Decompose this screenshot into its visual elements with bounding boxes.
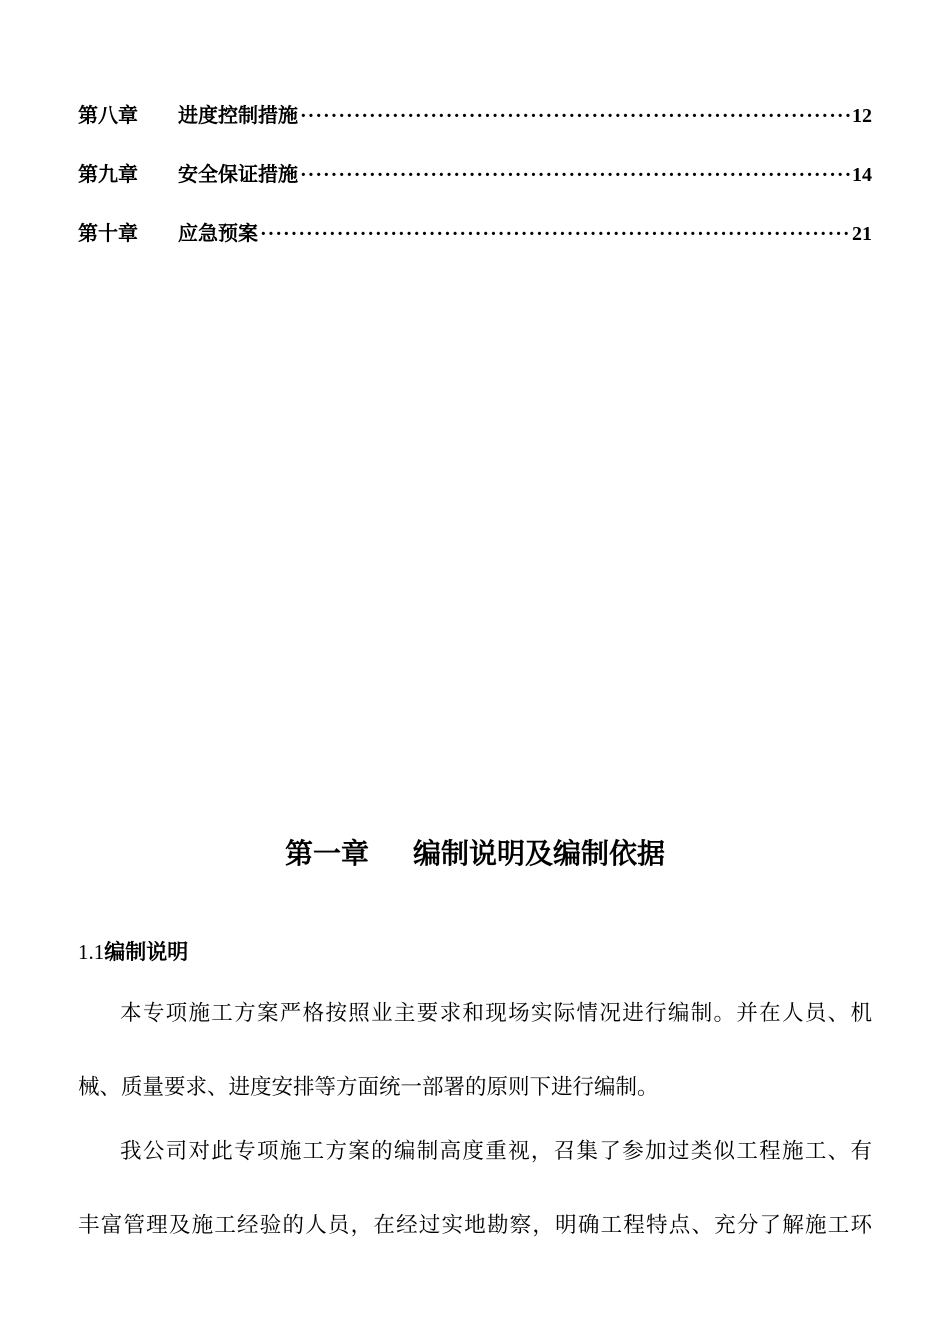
section-heading [78, 936, 188, 968]
toc-chapter-label: 第八章 [78, 103, 138, 127]
toc-entry[interactable] [78, 100, 872, 130]
toc-dot-leader [300, 101, 850, 131]
toc-dot-leader [260, 219, 850, 249]
toc-entry[interactable] [78, 159, 872, 189]
section-title: 编制说明 [104, 940, 189, 964]
paragraph-line: 我公司对此专项施工方案的编制高度重视，召集了参加过类似工程施工、有 [120, 1139, 872, 1164]
toc-page-number: 12 [852, 105, 872, 127]
paragraph-line: 械、质量要求、进度安排等方面统一部署的原则下进行编制。 [78, 1075, 659, 1100]
toc-chapter-label: 第九章 [78, 162, 138, 186]
paragraph-line: 丰富管理及施工经验的人员，在经过实地勘察，明确工程特点、充分了解施工环 [78, 1213, 872, 1238]
toc-title: 应急预案 [178, 221, 258, 245]
toc-title: 安全保证措施 [178, 162, 298, 186]
toc-entry[interactable] [78, 218, 872, 248]
section-number: 1.1 [78, 940, 105, 964]
chapter-number: 第一章 [284, 837, 369, 870]
toc-title: 进度控制措施 [178, 103, 298, 127]
toc-page-number: 14 [852, 164, 872, 186]
toc-page-number: 21 [852, 223, 872, 245]
chapter-title: 编制说明及编制依据 [413, 837, 666, 870]
paragraph-line: 本专项施工方案严格按照业主要求和现场实际情况进行编制。并在人员、机 [120, 1001, 872, 1026]
toc-chapter-label: 第十章 [78, 221, 138, 245]
chapter-heading [0, 834, 950, 874]
toc-dot-leader [300, 160, 850, 190]
